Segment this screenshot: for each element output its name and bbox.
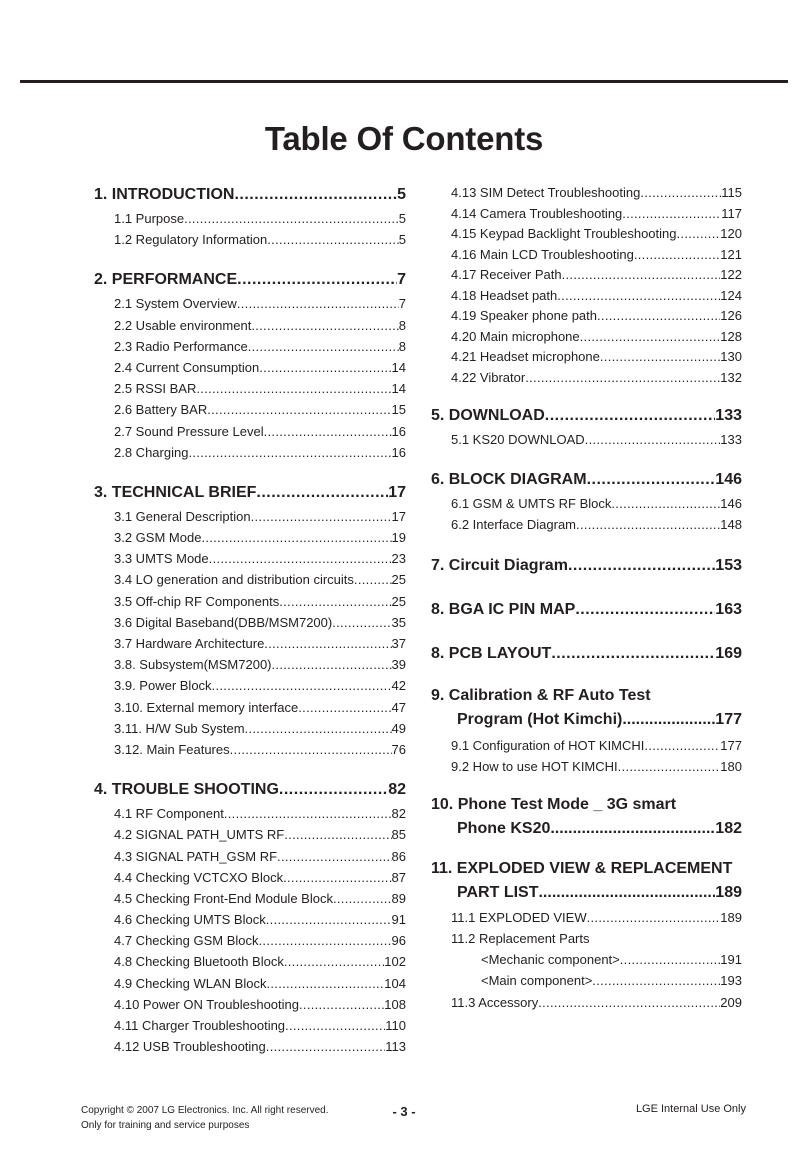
toc-entry[interactable]: 3.3 UMTS Mode ..... 23: [94, 548, 406, 569]
toc-section-6: [431, 467, 742, 535]
toc-entry[interactable]: 4.17 Receiver Path ..... 122: [431, 265, 742, 286]
toc-left-column: [94, 180, 406, 1057]
toc-heading[interactable]: 9. Calibration & RF Auto Test: [431, 686, 651, 704]
toc-entry[interactable]: 4.11 Charger Troubleshooting ..... 110: [94, 1015, 406, 1036]
toc-right-column: [431, 183, 742, 1013]
toc-entry[interactable]: 4.22 Vibrator ..... 132: [431, 368, 742, 389]
toc-section-2: [94, 267, 406, 463]
toc-entry[interactable]: 3.10. External memory interface ..... 47: [94, 697, 406, 718]
toc-section-1: [94, 182, 406, 250]
toc-entry[interactable]: 2.6 Battery BAR ..... 15: [94, 399, 406, 420]
toc-entry[interactable]: 4.7 Checking GSM Block ..... 96: [94, 930, 406, 951]
toc-heading[interactable]: 11. EXPLODED VIEW & REPLACEMENT: [431, 859, 733, 877]
toc-entry[interactable]: 4.21 Headset microphone ..... 130: [431, 347, 742, 368]
toc-entry[interactable]: 4.15 Keypad Backlight Troubleshooting ..... 120: [431, 224, 742, 245]
toc-entry[interactable]: 2.4 Current Consumption ..... 14: [94, 357, 406, 378]
toc-entry[interactable]: 4.3 SIGNAL PATH_GSM RF ..... 86: [94, 846, 406, 867]
toc-entry[interactable]: 2.3 Radio Performance ..... 8: [94, 336, 406, 357]
toc-heading[interactable]: 3. TECHNICAL BRIEF ..... 17: [94, 480, 406, 506]
toc-entry[interactable]: 3.6 Digital Baseband(DBB/MSM7200) ..... 35: [94, 612, 406, 633]
toc-entry[interactable]: 4.4 Checking VCTCXO Block ..... 87: [94, 867, 406, 888]
toc-entry[interactable]: 11.2 Replacement Parts: [451, 931, 590, 947]
toc-entry[interactable]: 4.2 SIGNAL PATH_UMTS RF ..... 85: [94, 824, 406, 845]
toc-heading[interactable]: 4. TROUBLE SHOOTING ..... 82: [94, 777, 406, 803]
toc-heading[interactable]: 7. Circuit Diagram ..... 153: [431, 553, 742, 579]
toc-section-10: [431, 793, 742, 841]
toc-entry[interactable]: 4.13 SIM Detect Troubleshooting ..... 115: [431, 183, 742, 204]
toc-entry[interactable]: 4.16 Main LCD Troubleshooting ..... 121: [431, 245, 742, 266]
toc-entry[interactable]: 4.6 Checking UMTS Block ..... 91: [94, 909, 406, 930]
toc-entry[interactable]: 4.18 Headset path ..... 124: [431, 286, 742, 307]
toc-heading[interactable]: 5. DOWNLOAD ..... 133: [431, 403, 742, 429]
toc-entry[interactable]: 9.1 Configuration of HOT KIMCHI ..... 177: [431, 735, 742, 756]
toc-section-3: [94, 480, 406, 760]
toc-heading[interactable]: 2. PERFORMANCE ..... 7: [94, 267, 406, 293]
toc-entry[interactable]: 4.9 Checking WLAN Block ..... 104: [94, 973, 406, 994]
toc-entry[interactable]: 4.20 Main microphone ..... 128: [431, 327, 742, 348]
toc-entry[interactable]: 4.10 Power ON Troubleshooting ..... 108: [94, 994, 406, 1015]
toc-entry[interactable]: 3.1 General Description ..... 17: [94, 506, 406, 527]
toc-entry[interactable]: 2.1 System Overview ..... 7: [94, 293, 406, 314]
toc-section-8: [431, 597, 742, 623]
toc-entry[interactable]: 11.3 Accessory ..... 209: [431, 992, 742, 1013]
toc-entry[interactable]: 3.8. Subsystem(MSM7200) ..... 39: [94, 654, 406, 675]
toc-section-9: [431, 684, 742, 777]
toc-heading[interactable]: 6. BLOCK DIAGRAM ..... 146: [431, 467, 742, 493]
toc-entry[interactable]: <Mechanic component> ..... 191: [431, 949, 742, 970]
toc-entry[interactable]: 3.12. Main Features ..... 76: [94, 739, 406, 760]
toc-entry[interactable]: 6.2 Interface Diagram ..... 148: [431, 514, 742, 535]
toc-entry[interactable]: 4.14 Camera Troubleshooting ..... 117: [431, 204, 742, 225]
toc-entry[interactable]: 3.5 Off-chip RF Components ..... 25: [94, 591, 406, 612]
toc-entry[interactable]: 6.1 GSM & UMTS RF Block ..... 146: [431, 493, 742, 514]
toc-heading-continued[interactable]: Program (Hot Kimchi) ..... 177: [431, 708, 742, 732]
toc-section-8-pcb: [431, 641, 742, 667]
toc-entry[interactable]: 3.4 LO generation and distribution circuits ..... 25: [94, 569, 406, 590]
toc-entry[interactable]: 2.8 Charging ..... 16: [94, 442, 406, 463]
toc-entry[interactable]: 1.1 Purpose ..... 5: [94, 208, 406, 229]
toc-entry[interactable]: 3.2 GSM Mode ..... 19: [94, 527, 406, 548]
toc-entry[interactable]: 11.1 EXPLODED VIEW ..... 189: [431, 907, 742, 928]
toc-entry[interactable]: 1.2 Regulatory Information ..... 5: [94, 229, 406, 250]
toc-entry[interactable]: 5.1 KS20 DOWNLOAD ..... 133: [431, 429, 742, 450]
toc-section-4: [94, 777, 406, 1057]
toc-section-5: [431, 403, 742, 450]
toc-heading-continued[interactable]: PART LIST ..... 189: [431, 881, 742, 905]
toc-heading[interactable]: 8. BGA IC PIN MAP ..... 163: [431, 597, 742, 623]
toc-heading[interactable]: 1. INTRODUCTION ..... 5: [94, 182, 406, 208]
toc-entry[interactable]: 2.2 Usable environment ..... 8: [94, 315, 406, 336]
copyright-text: Copyright © 2007 LG Electronics. Inc. All right reserved.: [81, 1105, 329, 1116]
page-title: Table Of Contents: [264, 120, 544, 157]
toc-entry[interactable]: 9.2 How to use HOT KIMCHI ..... 180: [431, 756, 742, 777]
toc-section-4-continued: [431, 183, 742, 388]
toc-heading-continued[interactable]: Phone KS20 ..... 182: [431, 817, 742, 841]
toc-entry[interactable]: <Main component> ..... 193: [431, 970, 742, 991]
toc-entry[interactable]: 4.5 Checking Front-End Module Block ..... 89: [94, 888, 406, 909]
toc-entry[interactable]: 2.5 RSSI BAR ..... 14: [94, 378, 406, 399]
toc-entry[interactable]: 4.8 Checking Bluetooth Block ..... 102: [94, 951, 406, 972]
internal-use-notice: LGE Internal Use Only: [635, 1103, 746, 1115]
toc-entry[interactable]: 3.9. Power Block ..... 42: [94, 675, 406, 696]
toc-heading[interactable]: 8. PCB LAYOUT ..... 169: [431, 641, 742, 667]
toc-section-11: [431, 857, 742, 1013]
top-rule: [20, 80, 788, 83]
toc-entry[interactable]: 2.7 Sound Pressure Level ..... 16: [94, 421, 406, 442]
toc-entry[interactable]: 4.12 USB Troubleshooting ..... 113: [94, 1036, 406, 1057]
toc-entry[interactable]: 3.11. H/W Sub System ..... 49: [94, 718, 406, 739]
toc-entry[interactable]: 3.7 Hardware Architecture ..... 37: [94, 633, 406, 654]
toc-entry[interactable]: 4.1 RF Component ..... 82: [94, 803, 406, 824]
page-number: - 3 -: [392, 1104, 416, 1119]
toc-heading[interactable]: 10. Phone Test Mode _ 3G smart: [431, 795, 677, 813]
toc-entry[interactable]: 4.19 Speaker phone path ..... 126: [431, 306, 742, 327]
toc-section-7: [431, 553, 742, 579]
training-notice: Only for training and service purposes: [81, 1120, 250, 1131]
